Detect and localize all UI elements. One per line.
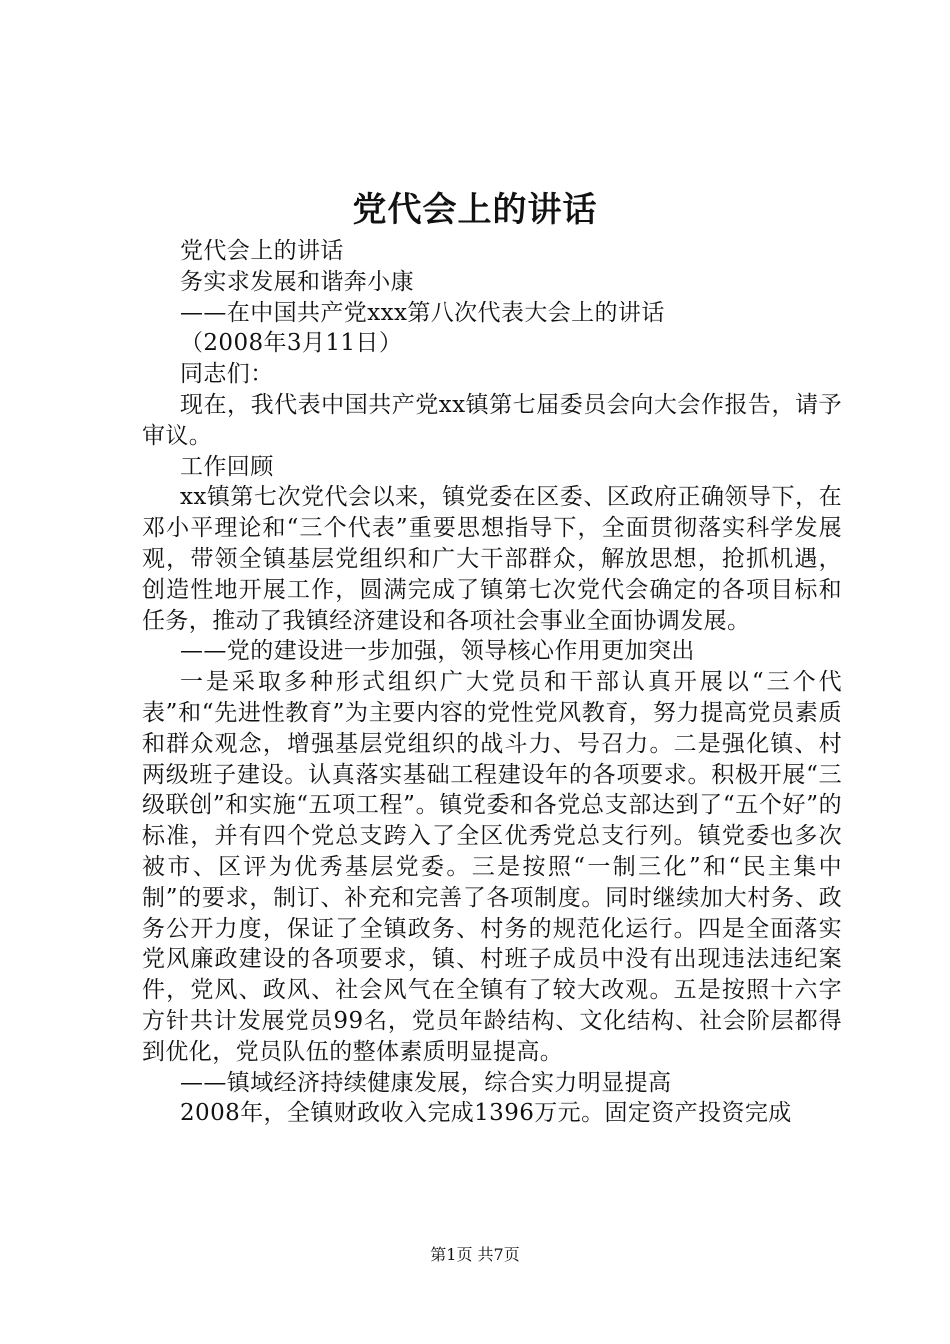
section-heading: 工作回顾 (180, 453, 274, 480)
economy-heading: ——镇域经济持续健康发展，综合实力明显提高 (180, 1069, 672, 1096)
economy-paragraph: 2008年，全镇财政收入完成1396万元。固定资产投资完成 (180, 1100, 792, 1127)
speech-occasion: ——在中国共产党xxx第八次代表大会上的讲话 (180, 299, 665, 326)
party-building-heading: ——党的建设进一步加强，领导核心作用更加突出 (180, 638, 695, 665)
subtitle-line: 党代会上的讲话 (180, 238, 344, 264)
speech-date: （2008年3月11日） (180, 330, 403, 357)
salutation: 同志们： (180, 361, 274, 388)
document-title: 党代会上的讲话 (352, 190, 598, 230)
speech-title: 务实求发展和谐奔小康 (180, 268, 414, 295)
page-number-footer: 第1页 共7页 (430, 1245, 520, 1264)
review-paragraph: xx镇第七次党代会以来，镇党委在区委、区政府正确领导下，在邓小平理论和“三个代表”重要思想指导下，全面贯彻落实科学发展观，带领全镇基层党组织和广大干部群众，解放思想，抢抓机遇，创造性地开展工作，圆满完成了镇第七次党代会确定的各项目标和任务，推动了我镇经济建设和各项社会事业全面协调发展。 (142, 484, 842, 634)
intro-paragraph: 现在，我代表中国共产党xx镇第七届委员会向大会作报告，请予审议。 (142, 391, 842, 449)
document-body (142, 236, 842, 1129)
party-building-paragraph: 一是采取多种形式组织广大党员和干部认真开展以“三个代表”和“先进性教育”为主要内容的党性党风教育，努力提高党员素质和群众观念，增强基层党组织的战斗力、号召力。二是强化镇、村两级班子建设。认真落实基础工程建设年的各项要求。积极开展“三级联创”和实施“五项工程”。镇党委和各党总支部达到了“五个好”的标准，并有四个党总支跨入了全区优秀党总支行列。镇党委也多次被市、区评为优秀基层党委。三是按照“一制三化”和“民主集中制”的要求，制订、补充和完善了各项制度。同时继续加大村务、政务公开力度，保证了全镇政务、村务的规范化运行。四是全面落实党风廉政建设的各项要求，镇、村班子成员中没有出现违法违纪案件，党风、政风、社会风气在全镇有了较大改观。五是按照十六字方针共计发展党员99名，党员年龄结构、文化结构、社会阶层都得到优化，党员队伍的整体素质明显提高。 (142, 669, 842, 1065)
